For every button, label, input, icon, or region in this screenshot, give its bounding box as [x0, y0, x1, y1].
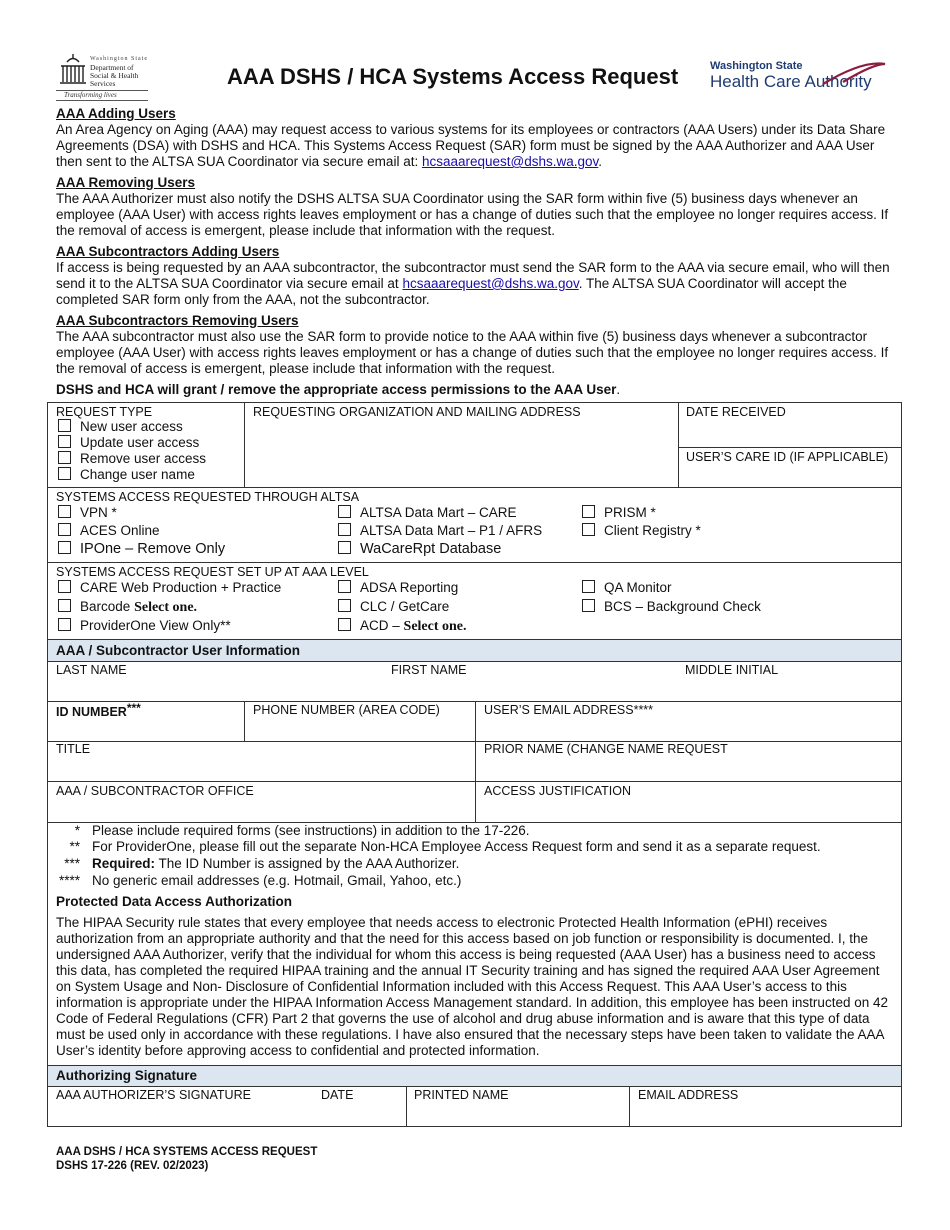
- section-heading: AAA Removing Users: [56, 175, 196, 190]
- page-title: AAA DSHS / HCA Systems Access Request: [227, 64, 679, 89]
- grant-statement: DSHS and HCA will grant / remove the appropriate access permissions to the AAA User.: [56, 382, 621, 397]
- dshs-logo-state: Washington State: [90, 56, 149, 62]
- authorizer-email-field[interactable]: EMAIL ADDRESS: [638, 1088, 739, 1102]
- altsa-label: SYSTEMS ACCESS REQUESTED THROUGH ALTSA: [56, 490, 360, 504]
- id-number-field[interactable]: ID NUMBER***: [56, 701, 141, 719]
- section-text: The AAA subcontractor must also use the SAR form to provide notice to the AAA within five (5) business days whenever a subcontractor employee (AAA User) with access rights leaves employment or has a change of duties such that the employee no longer requires access. If the removal of access is emergent, please include that information with the request.: [56, 329, 889, 376]
- aaa-acd[interactable]: ACD – Select one.: [338, 618, 467, 635]
- signature-band: Authorizing Signature: [48, 1066, 901, 1086]
- checkbox[interactable]: [338, 599, 351, 612]
- altsa-aces-online[interactable]: ACES Online: [58, 523, 160, 538]
- footer-form-number: DSHS 17-226 (REV. 02/2023): [56, 1160, 209, 1172]
- checkbox[interactable]: [582, 599, 595, 612]
- altsa-prism[interactable]: PRISM *: [582, 505, 656, 520]
- checkbox[interactable]: [58, 541, 71, 554]
- section-heading: AAA Subcontractors Removing Users: [56, 313, 299, 328]
- section-removing-users: [56, 175, 898, 239]
- org-address-field[interactable]: REQUESTING ORGANIZATION AND MAILING ADDRESS: [253, 405, 581, 419]
- checkbox[interactable]: [338, 523, 351, 536]
- checkbox[interactable]: [58, 599, 71, 612]
- footnote: ** For ProviderOne, please fill out the separate Non-HCA Employee Access Request form and send it as a separate request.: [69, 839, 821, 854]
- checkbox[interactable]: [58, 467, 71, 480]
- section-text: The AAA Authorizer must also notify the DSHS ALTSA SUA Coordinator using the SAR form within five (5) business days whenever an employee (AAA User) with access rights leaves employment or has a change of duties such that the employee no longer requires access. If the removal of access is emergent, please include that information with the request.: [56, 191, 889, 238]
- checkbox[interactable]: [58, 419, 71, 432]
- aaa-bcs[interactable]: BCS – Background Check: [582, 599, 761, 614]
- email-link[interactable]: hcsaaarequest@dshs.wa.gov: [421, 154, 599, 169]
- footnote: *** Required: The ID Number is assigned by the AAA Authorizer.: [64, 856, 460, 871]
- altsa-client-registry[interactable]: Client Registry *: [582, 523, 701, 538]
- aaa-care-web[interactable]: CARE Web Production + Practice: [58, 580, 281, 595]
- user-info-band: AAA / Subcontractor User Information: [48, 640, 901, 661]
- aaa-level-label: SYSTEMS ACCESS REQUEST SET UP AT AAA LEVEL: [56, 565, 369, 579]
- prior-name-field[interactable]: PRIOR NAME (CHANGE NAME REQUEST: [484, 742, 728, 756]
- altsa-vpn[interactable]: VPN *: [58, 505, 117, 520]
- altsa-datamart-p1[interactable]: ALTSA Data Mart – P1 / AFRS: [338, 523, 542, 538]
- authorizer-signature-field[interactable]: AAA AUTHORIZER’S SIGNATURE: [56, 1088, 251, 1102]
- office-field[interactable]: AAA / SUBCONTRACTOR OFFICE: [56, 784, 254, 798]
- checkbox[interactable]: [58, 451, 71, 464]
- section-text: An Area Agency on Aging (AAA) may request access to various systems for its employees or contractors (AAA Users) under its Data Share Agreements (DSA) with DSHS and HCA. This Systems Access Request (SAR) form must be signed by the AAA Authorizer and AAA User then sent to the ALTSA SUA Coordinator via secure email at:: [56, 122, 886, 169]
- aaa-adsa-reporting[interactable]: ADSA Reporting: [338, 580, 458, 595]
- checkbox[interactable]: [338, 541, 351, 554]
- checkbox[interactable]: [338, 580, 351, 593]
- section-adding-users: AAA Adding Users An Area Agency on Aging (AAA) may request access to various systems for its employees or contractors (AAA Users) under its Data Share Agreements (DSA) with DSHS and HCA. This Systems Access Request (SAR) form must be signed by the AAA Authorizer and AAA User then sent to the ALTSA SUA Coordinator via secure email at: hcsaaarequest@dshs.wa.gov.: [56, 106, 898, 170]
- title-field[interactable]: TITLE: [56, 742, 91, 756]
- page-footer: [56, 1145, 317, 1173]
- aaa-barcode[interactable]: Barcode Select one.: [58, 599, 197, 616]
- last-name-field[interactable]: LAST NAME: [56, 663, 127, 677]
- footer-form-title: AAA DSHS / HCA SYSTEMS ACCESS REQUEST: [56, 1146, 318, 1158]
- checkbox[interactable]: [58, 435, 71, 448]
- section-heading: AAA Adding Users: [56, 106, 176, 121]
- aaa-clc-getcare[interactable]: CLC / GetCare: [338, 599, 449, 614]
- dshs-logo-tagline: Transforming lives: [64, 91, 117, 99]
- access-request-form: [47, 402, 902, 1127]
- request-type-update[interactable]: Update user access: [58, 435, 199, 450]
- section-sub-removing-users: [56, 313, 898, 377]
- protected-heading: Protected Data Access Authorization: [56, 894, 293, 909]
- hca-swoosh-icon: [803, 58, 888, 88]
- checkbox[interactable]: [582, 505, 595, 518]
- checkbox[interactable]: [58, 618, 71, 631]
- first-name-field[interactable]: FIRST NAME: [391, 663, 467, 677]
- email-link[interactable]: hcsaaarequest@dshs.wa.gov: [402, 276, 579, 291]
- checkbox[interactable]: [58, 580, 71, 593]
- user-email-field[interactable]: USER’S EMAIL ADDRESS****: [484, 703, 654, 717]
- middle-initial-field[interactable]: MIDDLE INITIAL: [685, 663, 779, 677]
- access-justification-field[interactable]: ACCESS JUSTIFICATION: [484, 784, 632, 798]
- request-type-remove[interactable]: Remove user access: [58, 451, 206, 466]
- section-heading: AAA Subcontractors Adding Users: [56, 244, 280, 259]
- checkbox[interactable]: [338, 618, 351, 631]
- request-type-change-name[interactable]: Change user name: [58, 467, 195, 482]
- care-id-field[interactable]: USER’S CARE ID (IF APPLICABLE): [686, 450, 889, 464]
- phone-field[interactable]: PHONE NUMBER (AREA CODE): [253, 703, 440, 717]
- footnote: **** No generic email addresses (e.g. Hotmail, Gmail, Yahoo, etc.): [58, 873, 462, 888]
- hca-logo-line2: Health Care Authority: [710, 72, 872, 91]
- hca-logo-line1: Washington State: [710, 60, 803, 72]
- section-text: If access is being requested by an AAA subcontractor, the subcontractor must send the SAR form to the AAA via secure email, who will then send it to the ALTSA SUA Coordinator via secure email at: [56, 260, 890, 291]
- capitol-building-icon: [58, 52, 88, 86]
- altsa-ipone[interactable]: IPOne – Remove Only: [58, 541, 225, 557]
- altsa-wacarerpt[interactable]: WaCareRpt Database: [338, 541, 501, 557]
- checkbox[interactable]: [582, 523, 595, 536]
- date-received-field[interactable]: DATE RECEIVED: [686, 405, 786, 419]
- protected-text: The HIPAA Security rule states that every employee that needs access to electronic Protected Health Information (ePHI) receives authorization from an appropriate authority and that the need for this access based on job function or responsibility is documented. I, the undersigned AAA Authorizer, verify that the individual for whom this access is being requested (AAA User) has a business need to access this data, has completed the required HIPAA training and the annual IT Security training and has signed the required AAA User Agreement on System Usage and Non- Disclosure of Confidential Information included with this Access Request. This AAA User’s access to this information is appropriate under the HIPAA Information Access Management standard. In addition, this employee has been instructed on 42 Code of Federal Regulations (CFR) Part 2 that governs the use of alcohol and drug abuse information and is aware that this type of data must be used only in accordance with these regulations. I have also ensured that the necessary steps have been taken to validate the AAA User’s identity before approving access to confidential and protected information.: [56, 915, 888, 1058]
- altsa-datamart-care[interactable]: ALTSA Data Mart – CARE: [338, 505, 517, 520]
- footnote: * Please include required forms (see instructions) in addition to the 17-226.: [74, 823, 530, 838]
- request-type-new[interactable]: New user access: [58, 419, 183, 434]
- checkbox[interactable]: [58, 505, 71, 518]
- checkbox[interactable]: [58, 523, 71, 536]
- printed-name-field[interactable]: PRINTED NAME: [414, 1088, 509, 1102]
- checkbox[interactable]: [338, 505, 351, 518]
- aaa-qa-monitor[interactable]: QA Monitor: [582, 580, 672, 595]
- dshs-logo: [56, 52, 150, 102]
- hca-logo: [708, 58, 888, 98]
- section-sub-adding-users: AAA Subcontractors Adding Users If access is being requested by an AAA subcontractor, the subcontractor must send the SAR form to the AAA via secure email, who will then send it to the ALTSA SUA Coordinator via secure email at hcsaaarequest@dshs.wa.gov. The ALTSA SUA Coordinator will accept the completed SAR form only from the AAA, not the subcontractor.: [56, 244, 898, 308]
- request-type-label: REQUEST TYPE: [56, 405, 153, 419]
- dshs-logo-dept: Department of Social & Health Services: [90, 63, 139, 88]
- aaa-providerone[interactable]: ProviderOne View Only**: [58, 618, 231, 633]
- signature-date-field[interactable]: DATE: [321, 1088, 354, 1102]
- checkbox[interactable]: [582, 580, 595, 593]
